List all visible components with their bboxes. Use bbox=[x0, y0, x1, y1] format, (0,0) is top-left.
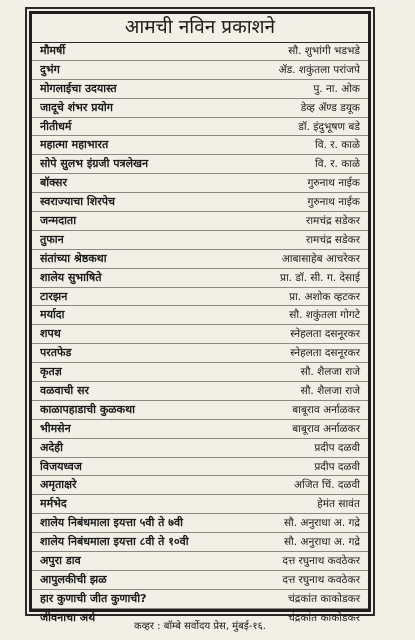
book-list bbox=[32, 42, 368, 625]
book-title: मौमर्षी bbox=[40, 43, 66, 57]
list-item bbox=[32, 533, 368, 552]
list-item bbox=[32, 363, 368, 382]
list-item bbox=[32, 80, 368, 99]
list-item bbox=[32, 269, 368, 288]
cover-credit: कव्हर : बॉम्बे सर्वोदय प्रेस, मुंबई-१६. bbox=[134, 621, 266, 632]
book-title: मर्यादा bbox=[40, 308, 65, 322]
book-author: दत्त रघुनाथ कवठेकर bbox=[282, 573, 360, 586]
list-item bbox=[32, 250, 368, 269]
list-item bbox=[32, 174, 368, 193]
list-item bbox=[32, 118, 368, 137]
book-author: गुरुनाथ नाईक bbox=[307, 177, 360, 190]
book-title: शालेय सुभाषिते bbox=[40, 270, 102, 284]
book-author: रामचंद्र सडेकर bbox=[306, 214, 360, 227]
book-author: प्रा. डॉ. सी. ग. देसाई bbox=[279, 271, 360, 284]
book-title: सोपे सुलभ इंग्रजी पत्रलेखन bbox=[40, 157, 149, 171]
list-item bbox=[32, 571, 368, 590]
book-title: संतांच्या श्रेष्ठकथा bbox=[40, 251, 107, 265]
book-title: वळवाची सर bbox=[40, 383, 90, 397]
list-item bbox=[32, 61, 368, 80]
list-item bbox=[32, 590, 368, 609]
book-author: बाबूराव अर्नाळकर bbox=[292, 422, 360, 435]
book-author: बाबूराव अर्नाळकर bbox=[292, 403, 360, 416]
book-author: प्रदीप दळवी bbox=[314, 441, 360, 454]
list-item bbox=[32, 136, 368, 155]
book-author: सौ. अनुराधा अ. गद्रे bbox=[283, 517, 360, 530]
book-author: गुरुनाथ नाईक bbox=[307, 196, 360, 209]
book-title: विजयध्वज bbox=[40, 459, 82, 473]
book-author: वि. र. काळे bbox=[315, 139, 360, 152]
book-author: आबासाहेब आचरेकर bbox=[281, 252, 360, 265]
book-title: शपथ bbox=[40, 327, 61, 341]
book-author: ॲड. शकुंतला परांजपे bbox=[278, 63, 360, 76]
book-author: अजित चिं. दळवी bbox=[293, 479, 360, 492]
list-item bbox=[32, 439, 368, 458]
book-author: सौ. शैलजा राजे bbox=[300, 384, 360, 397]
list-item bbox=[32, 344, 368, 363]
book-title: आपुलकीची झळ bbox=[40, 572, 107, 586]
book-title: जीवनाचा अर्थ bbox=[40, 611, 96, 625]
list-item bbox=[32, 325, 368, 344]
book-title: शालेय निबंधमाला इयत्ता ८वी ते १०वी bbox=[40, 535, 189, 549]
list-item bbox=[32, 458, 368, 477]
book-title: मर्मभेद bbox=[40, 497, 67, 511]
book-title: परतफेड bbox=[40, 346, 72, 360]
book-title: जादूचे शंभर प्रयोग bbox=[40, 100, 113, 114]
list-item bbox=[32, 288, 368, 307]
book-author: प्रदीप दळवी bbox=[314, 460, 360, 473]
book-title: अपुरा डाव bbox=[40, 554, 81, 567]
book-author: प्रा. अशोक व्हटकर bbox=[289, 290, 360, 303]
book-title: हार कुणाची जीत कुणाची? bbox=[40, 591, 147, 605]
book-author: स्नेहलता दसनूरकर bbox=[290, 347, 360, 360]
list-item bbox=[32, 476, 368, 495]
book-title: टारझन bbox=[40, 289, 68, 303]
book-title: कृतज्ञ bbox=[40, 365, 62, 379]
list-item bbox=[32, 552, 368, 571]
book-author: चंद्रकांत काकोडकर bbox=[288, 592, 360, 605]
list-item bbox=[32, 155, 368, 174]
book-author: डेव्ह ॲण्ड डयूक bbox=[300, 101, 360, 114]
book-author: वि. र. काळे bbox=[315, 158, 360, 171]
book-author: सौ. शैलजा राजे bbox=[300, 366, 360, 379]
book-title: भीमसेन bbox=[40, 421, 71, 435]
book-title: अमृताक्षरे bbox=[40, 478, 77, 492]
book-title: तुफान bbox=[40, 232, 64, 246]
book-author: डॉ. इंदुभूषण बडे bbox=[298, 120, 360, 133]
list-item bbox=[32, 495, 368, 514]
book-author: हेमंत सावंत bbox=[317, 498, 360, 511]
book-author: सौ. शुभांगी भडभडे bbox=[288, 44, 360, 57]
book-title: अदेही bbox=[40, 440, 63, 454]
book-author: रामचंद्र सडेकर bbox=[306, 233, 360, 246]
list-item bbox=[32, 212, 368, 231]
book-title: बॉक्सर bbox=[40, 176, 67, 190]
book-title: काळापहाडाची कुळकथा bbox=[40, 402, 135, 416]
list-item bbox=[32, 231, 368, 250]
book-title: स्वराज्याचा शिरपेच bbox=[40, 195, 115, 209]
book-author: स्नेहलता दसनूरकर bbox=[290, 328, 360, 341]
list-item bbox=[32, 193, 368, 212]
book-author: सौ. शकुंतला गोगटे bbox=[289, 309, 360, 322]
list-item bbox=[32, 382, 368, 401]
book-author: दत्त रघुनाथ कवठेकर bbox=[282, 555, 360, 567]
list-item bbox=[32, 514, 368, 533]
book-title: जन्मदाता bbox=[40, 213, 77, 227]
book-title: नीतीधर्म bbox=[40, 119, 72, 133]
list-item bbox=[32, 42, 368, 61]
list-item bbox=[32, 99, 368, 118]
book-title: महात्मा महाभारत bbox=[40, 138, 109, 152]
book-title: शालेय निबंधमाला इयत्ता ५वी ते ७वी bbox=[40, 516, 183, 530]
book-author: सौ. अनुराधा अ. गद्रे bbox=[283, 536, 360, 549]
book-title: मोगलाईचा उदयास्त bbox=[40, 81, 117, 95]
page-title: आमची नविन प्रकाशने bbox=[124, 16, 276, 38]
book-title: दुभंग bbox=[40, 62, 60, 76]
book-author: चंद्रकांत काकोडकर bbox=[288, 612, 360, 625]
list-item bbox=[32, 306, 368, 325]
list-item bbox=[32, 401, 368, 420]
list-item bbox=[32, 420, 368, 439]
book-author: पु. ना. ओक bbox=[313, 82, 360, 95]
